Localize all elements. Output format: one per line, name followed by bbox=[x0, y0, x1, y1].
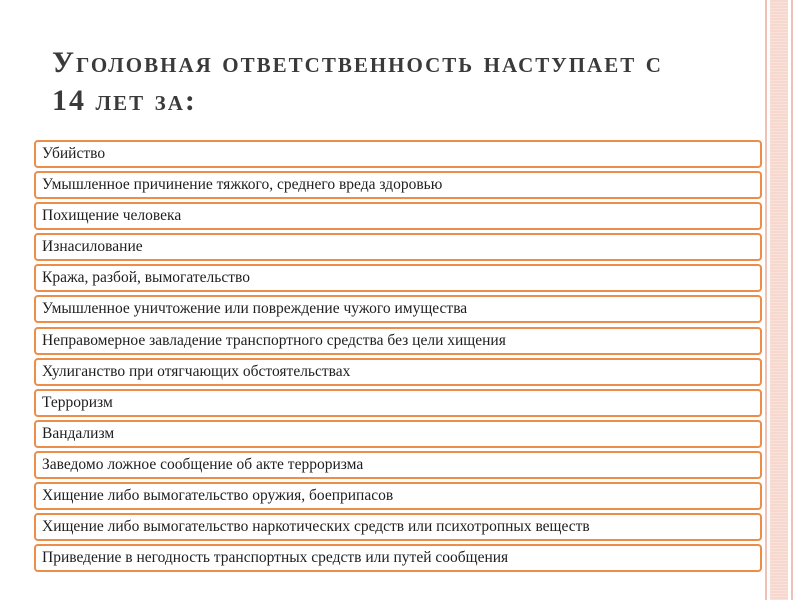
crime-list-item: Похищение человека bbox=[34, 202, 762, 230]
crime-list-item: Заведомо ложное сообщение об акте терроризма bbox=[34, 451, 762, 479]
crime-list-item: Изнасилование bbox=[34, 233, 762, 261]
slide-title-line-2: 14 лет за: bbox=[52, 84, 197, 117]
crime-list-item: Умышленное причинение тяжкого, среднего вреда здоровью bbox=[34, 171, 762, 199]
decorative-border-stripe bbox=[770, 0, 788, 600]
crime-list-item: Убийство bbox=[34, 140, 762, 168]
crime-list-item: Хищение либо вымогательство наркотических средств или психотропных веществ bbox=[34, 513, 762, 541]
crime-list-item: Хищение либо вымогательство оружия, боеприпасов bbox=[34, 482, 762, 510]
crime-list-item: Хулиганство при отягчающих обстоятельствах bbox=[34, 358, 762, 386]
slide-title-line-1: Уголовная ответственность наступает с bbox=[52, 46, 663, 79]
decorative-border-line bbox=[791, 0, 793, 600]
crime-list-item: Кража, разбой, вымогательство bbox=[34, 264, 762, 292]
crime-list-item: Вандализм bbox=[34, 420, 762, 448]
crime-list-item: Приведение в негодность транспортных средств или путей сообщения bbox=[34, 544, 762, 572]
crime-list-item: Неправомерное завладение транспортного средства без цели хищения bbox=[34, 327, 762, 355]
crime-list bbox=[34, 140, 762, 575]
crime-list-item: Терроризм bbox=[34, 389, 762, 417]
decorative-border-line bbox=[765, 0, 767, 600]
slide-title bbox=[52, 44, 692, 120]
crime-list-item: Умышленное уничтожение или повреждение чужого имущества bbox=[34, 295, 762, 323]
